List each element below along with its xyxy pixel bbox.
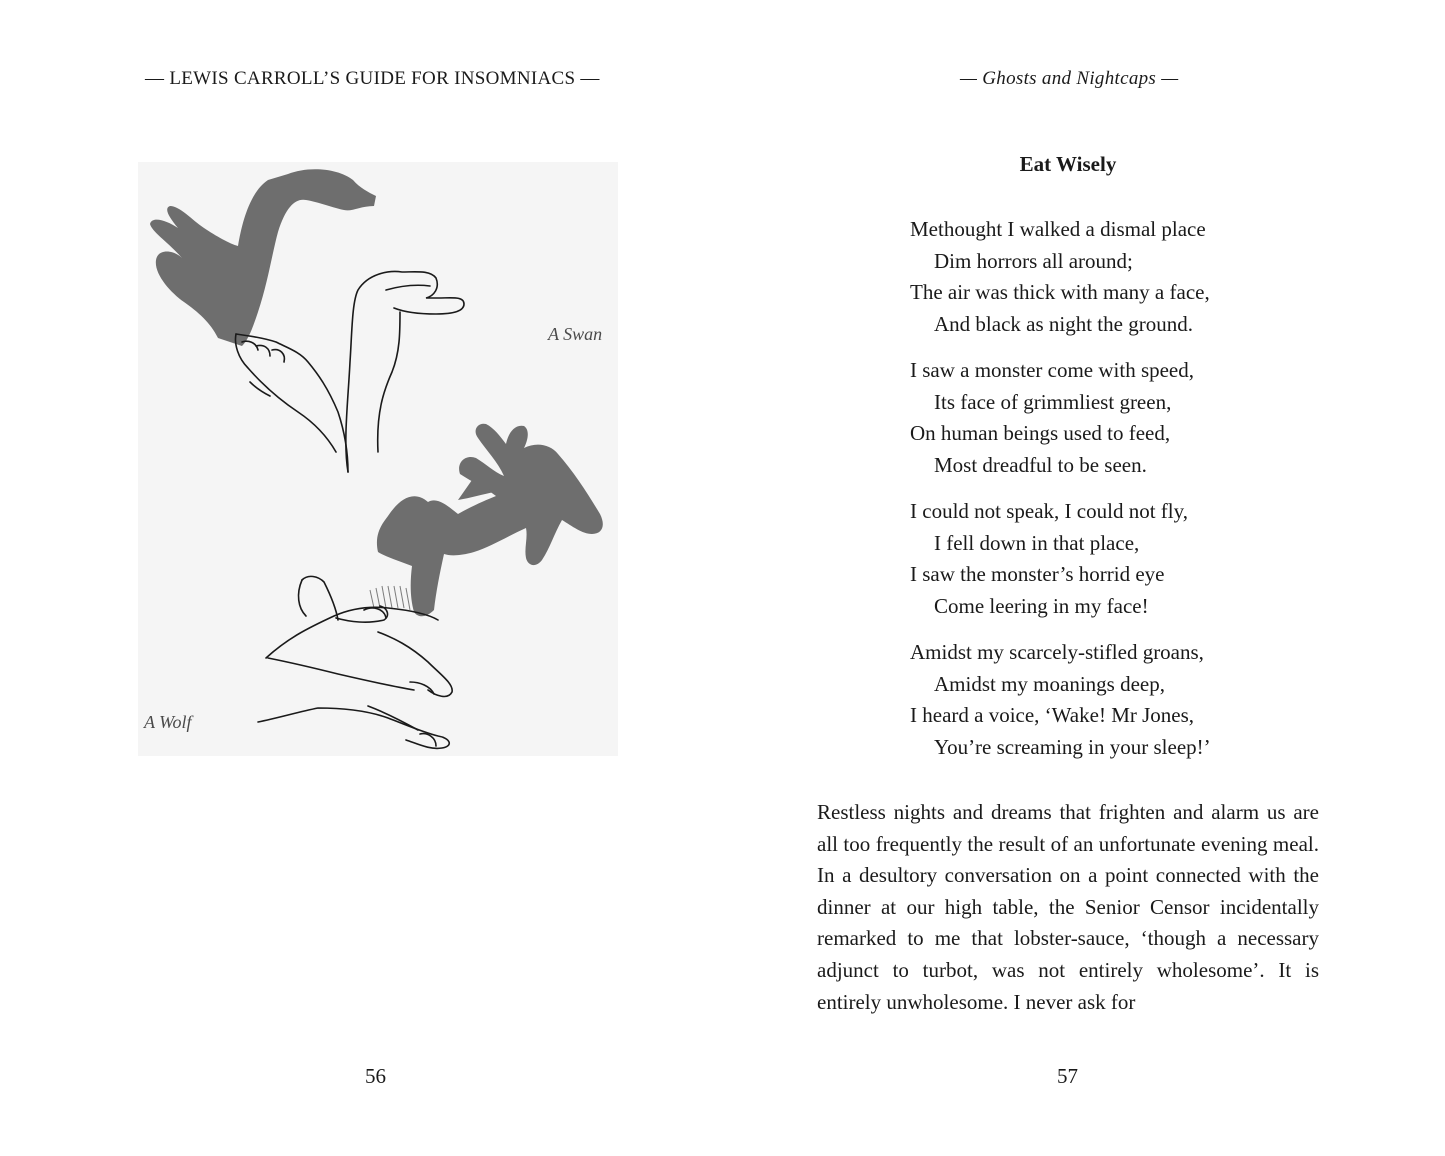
poem-line: You’re screaming in your sleep!’ <box>934 734 1211 759</box>
poem <box>910 214 1211 778</box>
chapter-title: Ghosts and Nightcaps <box>982 68 1157 89</box>
caption-swan: A Swan <box>548 324 603 344</box>
running-head-dash: — <box>145 68 165 89</box>
poem-line: The air was thick with many a face, <box>910 280 1210 304</box>
left-running-head <box>145 68 600 90</box>
poem-line: Most dreadful to be seen. <box>934 452 1147 477</box>
poem-line: Methought I walked a dismal place <box>910 217 1206 241</box>
running-head-dash: — <box>580 68 600 89</box>
wolf-shadow <box>377 424 603 617</box>
page-number-left: 56 <box>365 1064 386 1088</box>
poem-line: On human beings used to feed, <box>910 421 1171 445</box>
poem-line: Amidst my moanings deep, <box>934 671 1165 696</box>
stanza <box>910 214 1211 340</box>
poem-line: Amidst my scarcely-stifled groans, <box>910 640 1204 664</box>
stanza <box>910 496 1211 622</box>
poem-line: I saw a monster come with speed, <box>910 358 1195 382</box>
poem-line: Its face of grimmliest green, <box>934 389 1172 414</box>
running-head-dash: — <box>960 68 978 89</box>
caption-wolf: A Wolf <box>144 712 192 732</box>
poem-line: I saw the monster’s horrid eye <box>910 562 1165 586</box>
running-head-dash: — <box>1161 68 1179 89</box>
swan-hands <box>236 272 465 472</box>
poem-line: I could not speak, I could not fly, <box>910 499 1188 523</box>
hand-shadow-illustration <box>138 162 618 756</box>
page-number-right: 57 <box>1057 1064 1078 1088</box>
poem-line: I fell down in that place, <box>934 530 1140 555</box>
poem-line: Dim horrors all around; <box>934 248 1133 273</box>
poem-line: And black as night the ground. <box>934 311 1193 336</box>
poem-line: I heard a voice, ‘Wake! Mr Jones, <box>910 703 1195 727</box>
poem-line: Come leering in my face! <box>934 593 1149 618</box>
poem-title: Eat Wisely <box>1019 152 1117 176</box>
right-running-head <box>960 68 1178 90</box>
body-paragraph: Restless nights and dreams that frighten and alarm us are all too frequently the result of an unfortunate evening meal. In a desultory conversation on a point connected with the dinner at our high table, the Senior Censor incidentally remarked to me that lobster-sauce, ‘though a necessary adjunct to turbot, was not entirely wholesome’. It is entirely unwholesome. I never ask for <box>817 800 1319 1014</box>
swan-shadow <box>150 169 376 346</box>
wolf-wrist-texture <box>370 586 410 610</box>
stanza <box>910 355 1211 481</box>
book-title: LEWIS CARROLL’S GUIDE FOR INSOMNIACS <box>169 68 576 89</box>
stanza <box>910 637 1211 763</box>
